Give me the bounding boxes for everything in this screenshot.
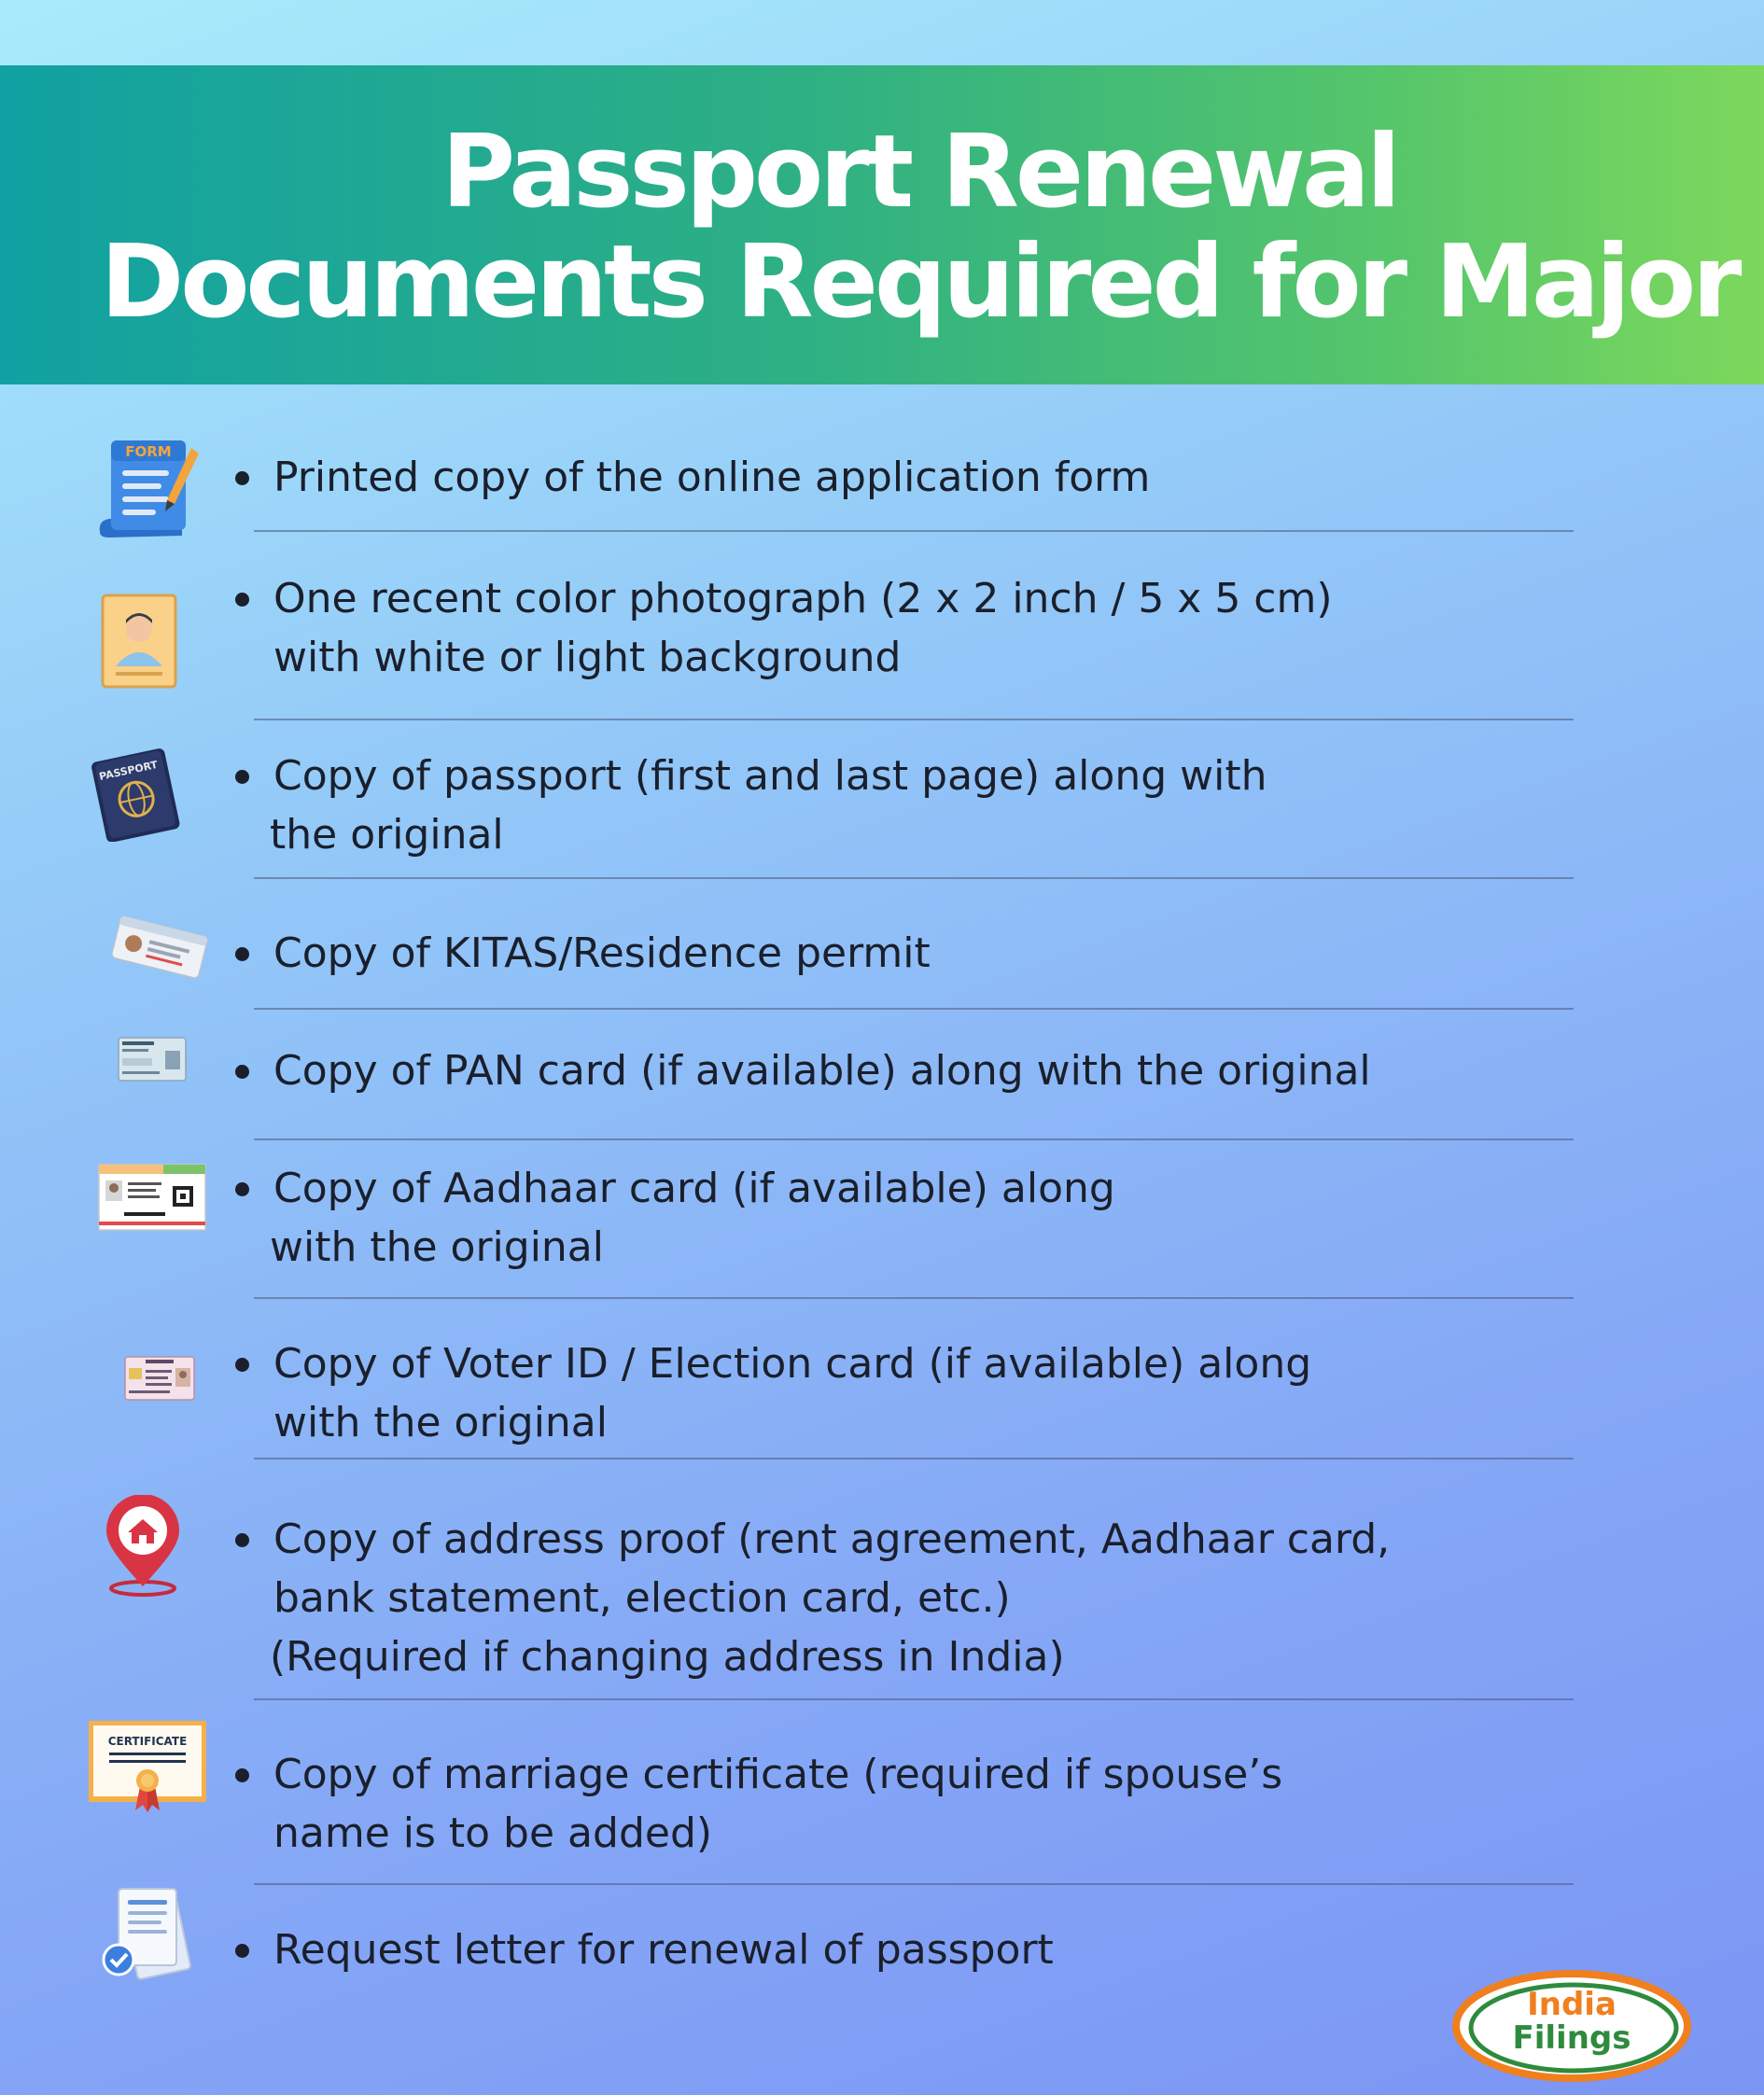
home-location-icon bbox=[101, 1495, 185, 1601]
item-text: Copy of marriage certificate (required if spouse’s bbox=[273, 1751, 1283, 1798]
title-banner bbox=[0, 65, 1764, 384]
item-text: Request letter for renewal of passport bbox=[273, 1926, 1054, 1974]
svg-text:FORM: FORM bbox=[125, 443, 172, 460]
divider bbox=[254, 1138, 1574, 1140]
item-text: with the original bbox=[273, 1399, 608, 1446]
indiafilings-logo bbox=[1451, 1969, 1692, 2083]
form-icon bbox=[89, 439, 205, 550]
divider bbox=[254, 877, 1574, 879]
item-text: name is to be added) bbox=[273, 1809, 713, 1857]
divider bbox=[254, 1297, 1574, 1299]
documents-check-icon bbox=[98, 1881, 201, 1990]
item-text: the original bbox=[270, 811, 504, 859]
item-text: (Required if changing address in India) bbox=[270, 1633, 1065, 1681]
item-text: bank statement, election card, etc.) bbox=[273, 1574, 1011, 1622]
aadhaar-card-icon bbox=[98, 1164, 206, 1235]
item-text: Copy of address proof (rent agreement, Aadhaar card, bbox=[273, 1515, 1391, 1563]
divider bbox=[254, 1883, 1574, 1885]
divider bbox=[254, 1458, 1574, 1460]
logo-line2: Filings bbox=[1512, 2019, 1631, 2057]
divider bbox=[254, 530, 1574, 532]
item-text: Copy of passport (first and last page) along with bbox=[273, 752, 1267, 800]
logo-line1: India bbox=[1527, 1986, 1617, 2023]
page-title-line1: Passport Renewal bbox=[441, 114, 1397, 230]
item-text: Copy of KITAS/Residence permit bbox=[273, 929, 931, 977]
photo-id-icon bbox=[101, 594, 177, 692]
divider bbox=[254, 1698, 1574, 1700]
divider bbox=[254, 1008, 1574, 1010]
certificate-icon bbox=[89, 1721, 206, 1818]
item-text: One recent color photograph (2 x 2 inch / 5 x 5 cm) bbox=[273, 575, 1333, 622]
item-text: Printed copy of the online application form bbox=[273, 454, 1151, 501]
item-text: Copy of PAN card (if available) along with the original bbox=[273, 1047, 1371, 1095]
page-title-line2: Documents Required for Major bbox=[100, 224, 1739, 341]
pan-card-icon bbox=[117, 1036, 188, 1086]
svg-text:CERTIFICATE: CERTIFICATE bbox=[107, 1735, 188, 1748]
residence-card-icon bbox=[107, 915, 212, 984]
passport-icon bbox=[89, 747, 186, 845]
item-text: Copy of Aadhaar card (if available) along bbox=[273, 1165, 1115, 1212]
item-text: with the original bbox=[270, 1223, 604, 1271]
svg-text:PASSPORT: PASSPORT bbox=[98, 758, 160, 783]
item-text: with white or light background bbox=[273, 634, 902, 681]
divider bbox=[254, 719, 1574, 720]
item-text: Copy of Voter ID / Election card (if available) along bbox=[273, 1340, 1312, 1388]
voter-id-icon bbox=[123, 1355, 196, 1405]
